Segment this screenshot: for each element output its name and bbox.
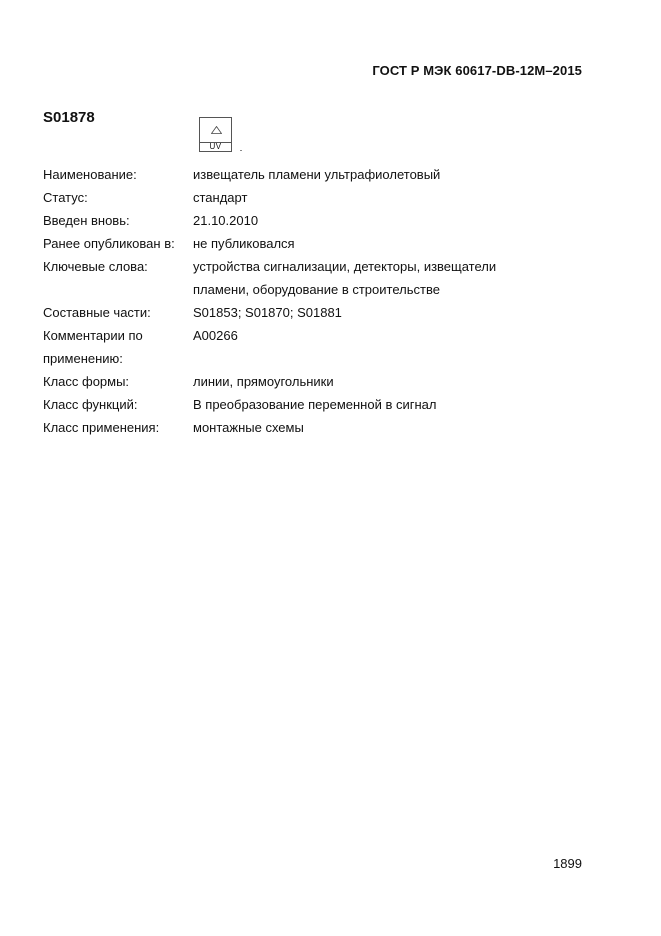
- triangle-icon: [211, 126, 222, 134]
- attribute-value: линии, прямоугольники: [193, 374, 334, 389]
- attribute-row: [43, 186, 583, 209]
- attribute-table: [43, 163, 583, 439]
- attribute-label: Введен вновь:: [43, 213, 130, 228]
- attribute-value: S01853; S01870; S01881: [193, 305, 342, 320]
- attribute-value: 21.10.2010: [193, 213, 259, 228]
- attribute-value-line: пламени, оборудование в строительстве: [193, 282, 440, 297]
- attribute-row: [43, 255, 583, 301]
- attribute-value: стандарт: [193, 190, 248, 205]
- symbol-mark: [240, 150, 242, 151]
- attribute-label: Статус:: [43, 190, 88, 205]
- attribute-row: [43, 301, 583, 324]
- attribute-row: [43, 324, 583, 370]
- attribute-label: Класс формы:: [43, 374, 130, 389]
- document-header: ГОСТ Р МЭК 60617-DB-12M–2015: [372, 63, 582, 78]
- attribute-row: [43, 232, 583, 255]
- attribute-value: монтажные схемы: [193, 420, 304, 435]
- attribute-value: [193, 255, 583, 301]
- attribute-value-line: устройства сигнализации, детекторы, извещатели: [193, 259, 497, 274]
- attribute-label: Ключевые слова:: [43, 259, 148, 274]
- attribute-label: Комментарии по применению:: [43, 328, 143, 366]
- symbol-code: S01878: [43, 109, 95, 126]
- attribute-value: A00266: [193, 328, 238, 343]
- attribute-row: [43, 163, 583, 186]
- attribute-value: извещатель пламени ультрафиолетовый: [193, 167, 441, 182]
- attribute-row: [43, 370, 583, 393]
- attribute-value: В преобразование переменной в сигнал: [193, 397, 437, 412]
- attribute-row: [43, 393, 583, 416]
- attribute-row: [43, 209, 583, 232]
- attribute-label: Ранее опубликован в:: [43, 236, 175, 251]
- attribute-label: Составные части:: [43, 305, 151, 320]
- uv-flame-detector-symbol-icon: [199, 117, 232, 152]
- attribute-label: Наименование:: [43, 167, 137, 182]
- attribute-label: Класс применения:: [43, 420, 160, 435]
- attribute-label: Класс функций:: [43, 397, 138, 412]
- page-number: 1899: [553, 856, 582, 871]
- attribute-row: [43, 416, 583, 439]
- attribute-value: не публиковался: [193, 236, 295, 251]
- symbol-label: UV: [209, 142, 222, 151]
